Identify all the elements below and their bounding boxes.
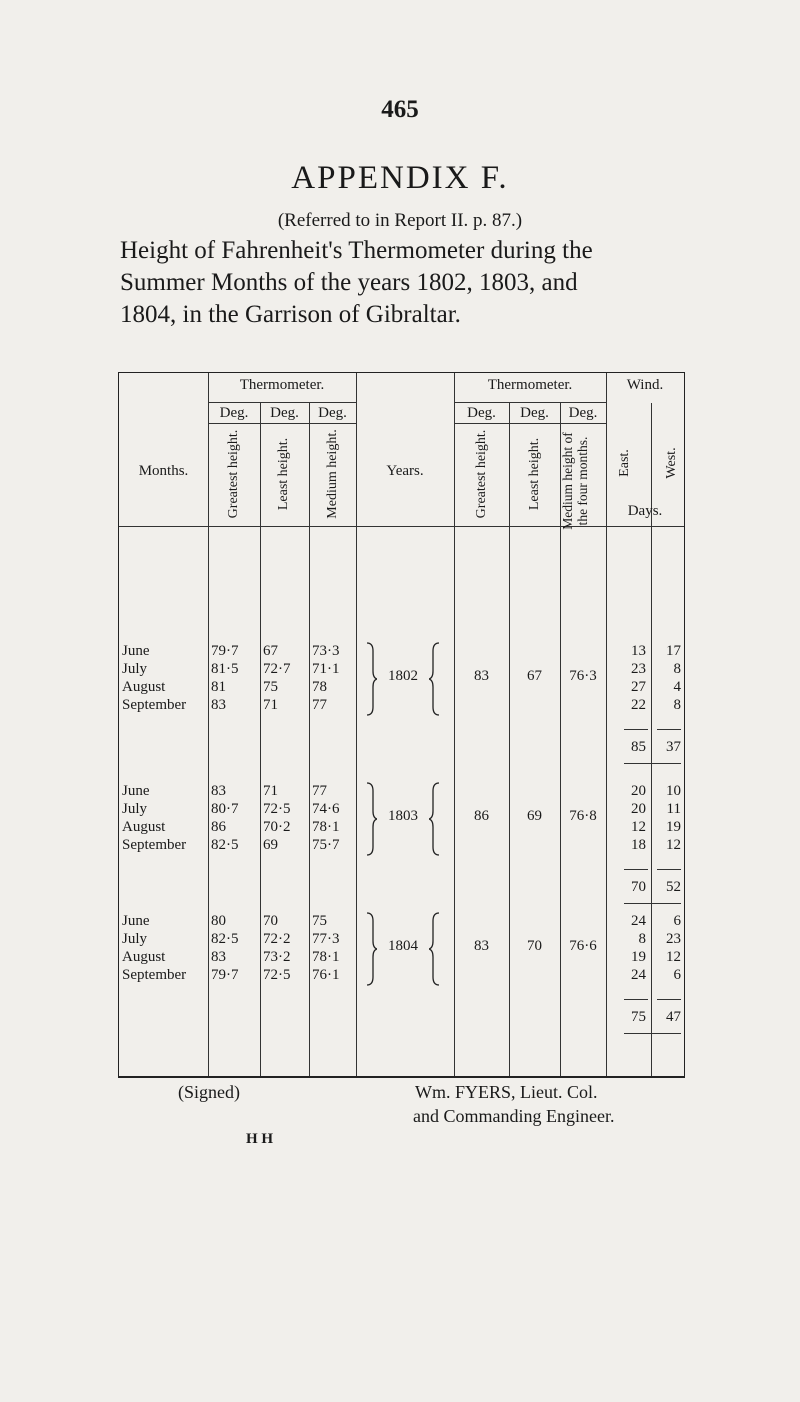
east-header: East.	[617, 449, 632, 477]
appendix-heading: APPENDIX F.	[291, 160, 509, 196]
west-header: West.	[664, 447, 679, 479]
month-cell: September	[122, 697, 187, 713]
year-label: 1802	[388, 668, 418, 684]
month-cell: September	[122, 967, 187, 983]
total-rule	[624, 1033, 681, 1034]
east-days-cell: 27	[631, 679, 646, 695]
medium-height-header: Medium height.	[325, 429, 340, 519]
header-rule	[454, 402, 606, 403]
days-header: Days.	[627, 503, 663, 519]
east-total: 70	[631, 879, 646, 895]
four-month-least: 67	[527, 668, 542, 684]
table-title	[120, 235, 740, 331]
wind-header: Wind.	[626, 377, 664, 393]
medium-cell: 75	[312, 913, 327, 929]
four-month-greatest: 83	[474, 668, 489, 684]
deg-header: Deg.	[467, 405, 496, 421]
four-month-greatest: 86	[474, 808, 489, 824]
least-cell: 72·2	[263, 931, 291, 947]
thermometer-header: Thermometer.	[239, 377, 325, 393]
west-days-cell: 10	[666, 783, 681, 799]
month-cell: August	[122, 819, 166, 835]
total-rule	[624, 763, 681, 764]
medium-cell: 75·7	[312, 837, 340, 853]
four-month-least: 70	[527, 938, 542, 954]
west-days-cell: 11	[666, 801, 681, 817]
medium-cell: 77	[312, 697, 327, 713]
sum-rule	[624, 869, 648, 870]
month-cell: June	[122, 643, 150, 659]
greatest-height-header: Greatest height.	[226, 429, 241, 519]
west-days-cell: 6	[673, 967, 681, 983]
least-cell: 72·5	[263, 801, 291, 817]
four-month-medium: 76·8	[569, 808, 597, 824]
medium-cell: 77	[312, 783, 327, 799]
greatest-cell: 86	[211, 819, 226, 835]
col-divider	[454, 373, 455, 1076]
west-days-cell: 6	[673, 913, 681, 929]
month-cell: September	[122, 837, 187, 853]
greatest-cell: 81·5	[211, 661, 239, 677]
east-days-cell: 24	[631, 967, 646, 983]
deg-header: Deg.	[219, 405, 249, 421]
least-cell: 72·7	[263, 661, 291, 677]
east-days-cell: 13	[631, 643, 646, 659]
least-cell: 71	[263, 697, 278, 713]
medium-cell: 71·1	[312, 661, 340, 677]
medium-cell: 78·1	[312, 949, 340, 965]
sum-rule	[657, 869, 681, 870]
month-cell: July	[122, 661, 148, 677]
title-line: Height of Fahrenheit's Thermometer during the	[120, 237, 593, 264]
medium-cell: 73·3	[312, 643, 340, 659]
signed-label: (Signed)	[178, 1082, 240, 1102]
east-total: 85	[631, 739, 646, 755]
page-number: 465	[381, 96, 419, 123]
years-header: Years.	[386, 463, 424, 479]
month-cell: June	[122, 783, 150, 799]
west-days-cell: 19	[666, 819, 681, 835]
greatest-cell: 81	[211, 679, 226, 695]
year-label: 1804	[388, 938, 418, 954]
greatest-cell: 83	[211, 697, 226, 713]
four-month-greatest: 83	[474, 938, 489, 954]
west-days-cell: 17	[666, 643, 681, 659]
sum-rule	[624, 999, 648, 1000]
thermometer-table	[118, 372, 685, 1078]
greatest-cell: 83	[211, 783, 226, 799]
west-total: 52	[666, 879, 681, 895]
east-total: 75	[631, 1009, 646, 1025]
least-height-header: Least height.	[276, 437, 291, 511]
header-rule	[208, 402, 356, 403]
month-cell: August	[122, 949, 166, 965]
greatest-cell: 82·5	[211, 837, 239, 853]
greatest-cell: 82·5	[211, 931, 239, 947]
title-line: 1804, in the Garrison of Gibraltar.	[120, 301, 461, 328]
least-cell: 75	[263, 679, 278, 695]
east-days-cell: 18	[631, 837, 646, 853]
deg-header: Deg.	[270, 405, 299, 421]
east-days-cell: 22	[631, 697, 646, 713]
west-days-cell: 23	[666, 931, 681, 947]
west-days-cell: 4	[673, 679, 681, 695]
west-days-cell: 8	[673, 661, 681, 677]
months-header: Months.	[138, 463, 189, 479]
month-cell: July	[122, 931, 148, 947]
greatest-cell: 80·7	[211, 801, 239, 817]
thermometer-header: Thermometer.	[487, 377, 573, 393]
deg-header: Deg.	[568, 405, 598, 421]
col-divider	[260, 403, 261, 1076]
greatest-height-header: Greatest height.	[474, 429, 489, 519]
east-days-cell: 24	[631, 913, 646, 929]
least-cell: 70	[263, 913, 278, 929]
header-bottom-rule	[119, 526, 684, 527]
least-cell: 73·2	[263, 949, 291, 965]
month-cell: July	[122, 801, 148, 817]
medium-four-months-header: Medium height of the four months.	[560, 432, 590, 530]
signature-name: Wm. FYERS, Lieut. Col.	[415, 1082, 598, 1102]
month-cell: June	[122, 913, 150, 929]
medium-cell: 77·3	[312, 931, 340, 947]
west-total: 47	[666, 1009, 681, 1025]
east-days-cell: 12	[631, 819, 646, 835]
four-month-least: 69	[527, 808, 542, 824]
total-rule	[624, 903, 681, 904]
east-days-cell: 20	[631, 801, 646, 817]
sum-rule	[657, 999, 681, 1000]
least-cell: 69	[263, 837, 278, 853]
least-height-header: Least height.	[527, 437, 542, 511]
year-label: 1803	[388, 808, 418, 824]
four-month-medium: 76·3	[569, 668, 597, 684]
east-days-cell: 19	[631, 949, 646, 965]
west-days-cell: 8	[673, 697, 681, 713]
least-cell: 72·5	[263, 967, 291, 983]
least-cell: 70·2	[263, 819, 291, 835]
col-divider	[509, 403, 510, 1076]
reference-note: (Referred to in Report II. p. 87.)	[277, 210, 523, 231]
greatest-cell: 79·7	[211, 643, 239, 659]
signature-title: and Commanding Engineer.	[413, 1106, 615, 1126]
month-cell: August	[122, 679, 166, 695]
deg-header: Deg.	[318, 405, 347, 421]
medium-cell: 78·1	[312, 819, 340, 835]
medium-cell: 74·6	[312, 801, 340, 817]
sum-rule	[624, 729, 648, 730]
greatest-cell: 80	[211, 913, 226, 929]
least-cell: 67	[263, 643, 278, 659]
col-divider	[208, 373, 209, 1076]
east-days-cell: 8	[638, 931, 646, 947]
least-cell: 71	[263, 783, 278, 799]
greatest-cell: 83	[211, 949, 226, 965]
medium-cell: 76·1	[312, 967, 340, 983]
deg-header: Deg.	[520, 405, 549, 421]
greatest-cell: 79·7	[211, 967, 239, 983]
sum-rule	[657, 729, 681, 730]
four-month-medium: 76·6	[569, 938, 597, 954]
west-total: 37	[666, 739, 681, 755]
west-days-cell: 12	[666, 837, 681, 853]
col-divider	[309, 403, 310, 1076]
west-days-cell: 12	[666, 949, 681, 965]
medium-cell: 78	[312, 679, 327, 695]
east-days-cell: 23	[631, 661, 646, 677]
east-days-cell: 20	[631, 783, 646, 799]
title-line: Summer Months of the years 1802, 1803, and	[120, 269, 578, 296]
signature-mark: H H	[246, 1131, 274, 1147]
